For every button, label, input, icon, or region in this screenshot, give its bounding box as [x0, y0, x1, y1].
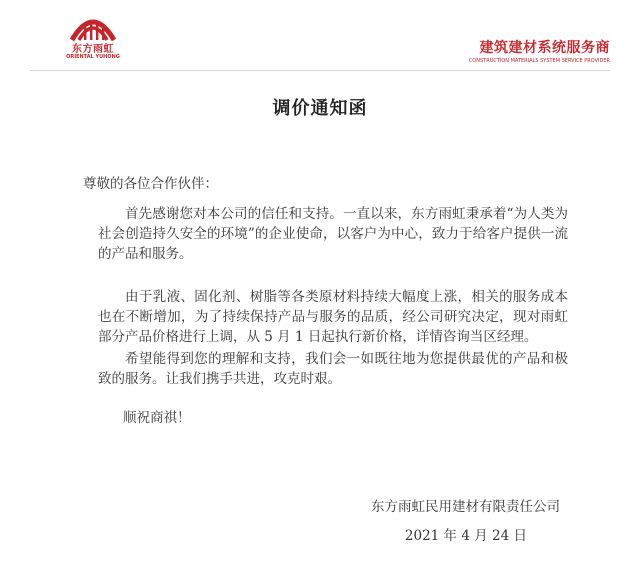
signature-company: 东方雨虹民用建材有限责任公司 [371, 499, 560, 515]
company-logo [62, 6, 124, 64]
rainbow-arch-icon [62, 6, 124, 42]
letter-paragraph: 由于乳液、固化剂、树脂等各类原材料持续大幅度上涨，相关的服务成本也在不断增加，为了持续保持产品与服务的品质，经公司研究决定，现对雨虹部分产品价格进行上调，从 5 月 1 日起执行新价格，详情咨询当区经理。 [98, 289, 568, 345]
header-divider [30, 70, 610, 71]
letter-title: 调价通知函 [272, 98, 368, 119]
letter-paragraph: 希望能得到您的理解和支持，我们会一如既往地为您提供最优的产品和极致的服务。让我们携手共进，攻克时艰。 [98, 351, 568, 387]
logo-subtext: ORIENTAL YUHONG [66, 54, 120, 60]
slogan-text: 建筑建材系统服务商 [479, 40, 610, 56]
header-slogan [469, 37, 610, 64]
slogan-subtext: CONSTRUCTION MATERIALS SYSTEM SERVICE PROVIDER [468, 58, 610, 64]
letter-closing: 顺祝商祺！ [123, 410, 191, 426]
signature-date: 2021 年 4 月 24 日 [404, 528, 527, 544]
logo-text: 东方雨虹 [72, 44, 114, 55]
letter-salutation: 尊敬的各位合作伙伴： [83, 176, 218, 192]
letter-paragraph: 首先感谢您对本公司的信任和支持。一直以来，东方雨虹秉承着“为人类为社会创造持久安全的环境”的企业使命，以客户为中心，致力于给客户提供一流的产品和服务。 [98, 206, 568, 262]
